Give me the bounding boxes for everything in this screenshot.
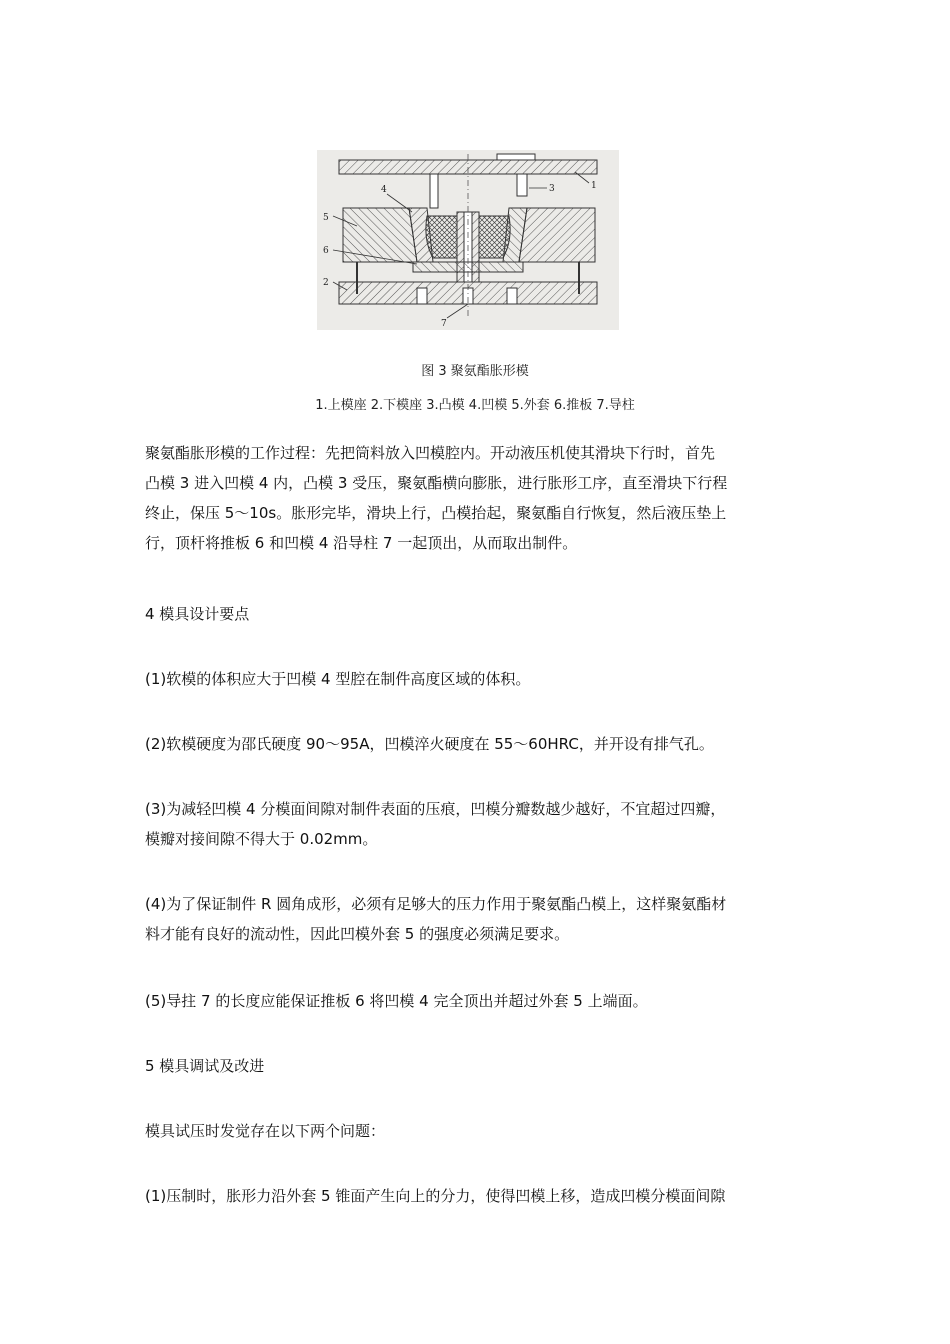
paragraph-point-3 — [145, 794, 810, 854]
text-line: (4)为了保证制件 R 圆角成形，必须有足够大的压力作用于聚氨酯凸模上，这样聚氨酯材 — [145, 895, 727, 913]
section-heading-debugging — [145, 1051, 810, 1081]
mold-diagram-figure — [317, 150, 619, 330]
text-line: 料才能有良好的流动性，因此凹模外套 5 的强度必须满足要求。 — [145, 925, 570, 943]
figure-legend: 1.上模座 2.下模座 3.凸模 4.凹模 5.外套 6.推板 7.导柱 — [315, 398, 635, 413]
text-line: 行，顶杆将推板 6 和凹模 4 沿导柱 7 一起顶出，从而取出制件。 — [145, 534, 578, 552]
text-line: 凸模 3 进入凹模 4 内，凸模 3 受压，聚氨酯横向膨胀，进行胀形工序，直至滑块下行程 — [145, 474, 728, 492]
callout-4: 4 — [381, 185, 387, 195]
outer-sleeve-right — [519, 208, 595, 262]
figure-caption: 图 3 聚氨酯胀形模 — [421, 364, 529, 379]
paragraph-problems-intro — [145, 1116, 810, 1146]
text-line: (2)软模硬度为邵氏硬度 90～95A，凹模淬火硬度在 55～60HRC，并开设有排气孔。 — [145, 735, 714, 753]
text-line: (1)压制时，胀形力沿外套 5 锥面产生向上的分力，使得凹模上移，造成凹模分模面间隙 — [145, 1187, 726, 1205]
text-line: 5 模具调试及改进 — [145, 1057, 265, 1075]
punch — [517, 174, 527, 196]
text-line: 聚氨酯胀形模的工作过程：先把筒料放入凹模腔内。开动液压机使其滑块下行时，首先 — [145, 444, 716, 462]
paragraph-point-2 — [145, 729, 810, 759]
paragraph-working-process — [145, 438, 810, 558]
polyurethane-right — [479, 216, 510, 258]
callout-3: 3 — [549, 184, 555, 194]
paragraph-point-1 — [145, 664, 810, 694]
mold-diagram — [317, 150, 619, 330]
paragraph-point-4 — [145, 889, 810, 949]
text-line: 4 模具设计要点 — [145, 605, 250, 623]
text-line: (1)软模的体积应大于凹模 4 型腔在制件高度区域的体积。 — [145, 670, 531, 688]
callout-7: 7 — [441, 319, 447, 329]
text-line: (5)导拄 7 的长度应能保证推板 6 将凹模 4 完全顶出并超过外套 5 上端面。 — [145, 992, 648, 1010]
callout-1: 1 — [591, 181, 597, 191]
polyurethane-left — [426, 216, 457, 258]
text-line: (3)为减轻凹模 4 分模面间隙对制件表面的压痕，凹模分瓣数越少越好，不宜超过四瓣， — [145, 800, 726, 818]
callout-5: 5 — [323, 213, 329, 223]
section-heading-design — [145, 599, 810, 629]
text-line: 终止，保压 5～10s。胀形完毕，滑块上行，凸模抬起，聚氨酯自行恢复，然后液压垫上 — [145, 504, 727, 522]
callout-6: 6 — [323, 246, 329, 256]
paragraph-point-5 — [145, 986, 810, 1016]
text-line: 模具试压时发觉存在以下两个问题： — [145, 1122, 386, 1140]
callout-2: 2 — [323, 278, 329, 288]
paragraph-problem-1 — [145, 1181, 810, 1211]
text-line: 模瓣对接间隙不得大于 0.02mm。 — [145, 830, 378, 848]
